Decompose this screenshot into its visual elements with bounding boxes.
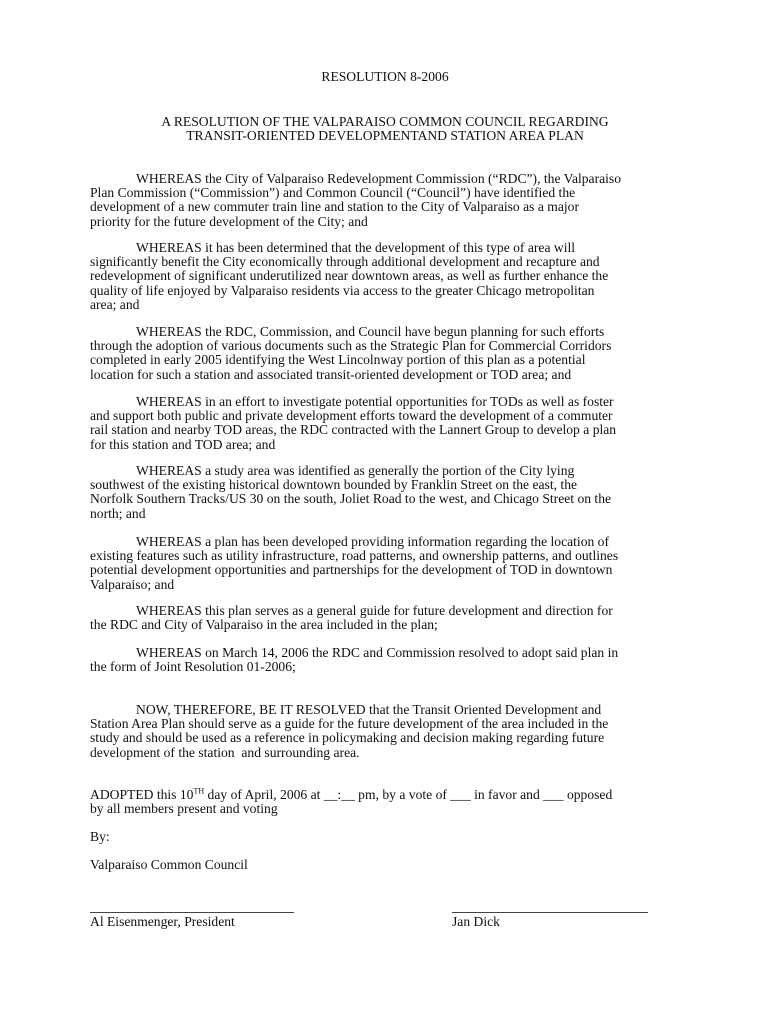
- signature-line-president: [90, 912, 294, 913]
- paragraph-line: NOW, THEREFORE, BE IT RESOLVED that the Transit Oriented Development and: [136, 702, 602, 717]
- paragraph-line: redevelopment of significant underutilized near downtown areas, as well as further enhance the: [90, 268, 609, 284]
- paragraph-line: the RDC and City of Valparaiso in the area included in the plan;: [90, 617, 438, 633]
- paragraph-line: potential development opportunities and partnerships for the development of TOD in downtown: [90, 562, 613, 578]
- paragraph-line: Norfolk Southern Tracks/US 30 on the south, Joliet Road to the west, and Chicago Street on the: [90, 491, 612, 507]
- resolution-title-line-1: A RESOLUTION OF THE VALPARAISO COMMON COUNCIL REGARDING: [161, 114, 609, 129]
- adopted-statement-line-2: by all members present and voting: [90, 801, 278, 816]
- signatory-president: Al Eisenmenger, President: [90, 914, 235, 929]
- resolved-paragraph: [90, 703, 690, 760]
- paragraph-line: WHEREAS a study area was identified as generally the portion of the City lying: [136, 463, 575, 478]
- whereas-paragraph: [90, 395, 690, 452]
- paragraph-line: location for such a station and associated transit-oriented development or TOD area; and: [90, 366, 572, 382]
- signatory-second: Jan Dick: [452, 914, 500, 929]
- paragraph-line: north; and: [90, 505, 146, 521]
- paragraph-line: Station Area Plan should serve as a guide for the future development of the area included in the: [90, 716, 609, 732]
- paragraph-line: priority for the future development of the City; and: [90, 213, 368, 229]
- paragraph-line: existing features such as utility infrastructure, road patterns, and ownership patterns, and outlines: [90, 548, 619, 564]
- paragraph-line: study and should be used as a reference in policymaking and decision making regarding future: [90, 730, 605, 746]
- adopted-prefix: ADOPTED this 10: [90, 787, 194, 802]
- paragraph-line: and support both public and private development efforts toward the development of a commuter: [90, 408, 613, 424]
- paragraph-line: WHEREAS the RDC, Commission, and Council have begun planning for such efforts: [136, 324, 605, 339]
- whereas-paragraph: [90, 646, 690, 674]
- paragraph-line: quality of life enjoyed by Valparaiso residents via access to the greater Chicago metropolitan: [90, 282, 595, 298]
- signature-line-second: [452, 912, 648, 913]
- adopted-statement: [90, 788, 612, 802]
- paragraph-line: WHEREAS on March 14, 2006 the RDC and Commission resolved to adopt said plan in: [136, 645, 619, 660]
- paragraph-line: development of a new commuter train line and station to the City of Valparaiso as a major: [90, 199, 579, 215]
- whereas-paragraph: [90, 604, 690, 632]
- paragraph-line: area; and: [90, 296, 140, 312]
- paragraph-line: significantly benefit the City economically through additional development and recapture and: [90, 254, 600, 270]
- paragraph-line: WHEREAS it has been determined that the development of this type of area will: [136, 240, 576, 255]
- paragraph-line: WHEREAS a plan has been developed providing information regarding the location of: [136, 534, 610, 549]
- whereas-paragraph: [90, 535, 690, 592]
- paragraph-line: rail station and nearby TOD areas, the RDC contracted with the Lannert Group to develop a plan: [90, 422, 617, 438]
- resolution-number: RESOLUTION 8-2006: [321, 69, 449, 84]
- paragraph-line: for this station and TOD area; and: [90, 436, 276, 452]
- paragraph-line: WHEREAS this plan serves as a general guide for future development and direction for: [136, 603, 613, 618]
- resolution-title-line-2: TRANSIT-ORIENTED DEVELOPMENTAND STATION AREA PLAN: [186, 128, 584, 143]
- paragraph-line: development of the station and surrounding area.: [90, 744, 360, 760]
- paragraph-line: Plan Commission (“Commission”) and Common Council (“Council”) have identified the: [90, 185, 576, 201]
- paragraph-line: southwest of the existing historical downtown bounded by Franklin Street on the east, the: [90, 477, 578, 493]
- council-name: Valparaiso Common Council: [90, 857, 248, 872]
- paragraph-line: completed in early 2005 identifying the West Lincolnway portion of this plan as a potential: [90, 352, 586, 368]
- by-label: By:: [90, 829, 110, 844]
- whereas-paragraph: [90, 325, 690, 382]
- paragraph-line: WHEREAS in an effort to investigate potential opportunities for TODs as well as foster: [136, 394, 614, 409]
- paragraph-line: Valparaiso; and: [90, 576, 175, 592]
- adopted-superscript: TH: [193, 786, 205, 796]
- whereas-paragraph: [90, 241, 690, 312]
- paragraph-line: through the adoption of various documents such as the Strategic Plan for Commercial Corridors: [90, 338, 612, 354]
- adopted-suffix: day of April, 2006 at __:__ pm, by a vote of ___ in favor and ___ opposed: [204, 787, 613, 802]
- paragraph-line: the form of Joint Resolution 01-2006;: [90, 659, 296, 675]
- paragraph-line: WHEREAS the City of Valparaiso Redevelopment Commission (“RDC”), the Valparaiso: [136, 171, 622, 186]
- whereas-paragraph: [90, 464, 690, 521]
- whereas-paragraph: [90, 172, 690, 229]
